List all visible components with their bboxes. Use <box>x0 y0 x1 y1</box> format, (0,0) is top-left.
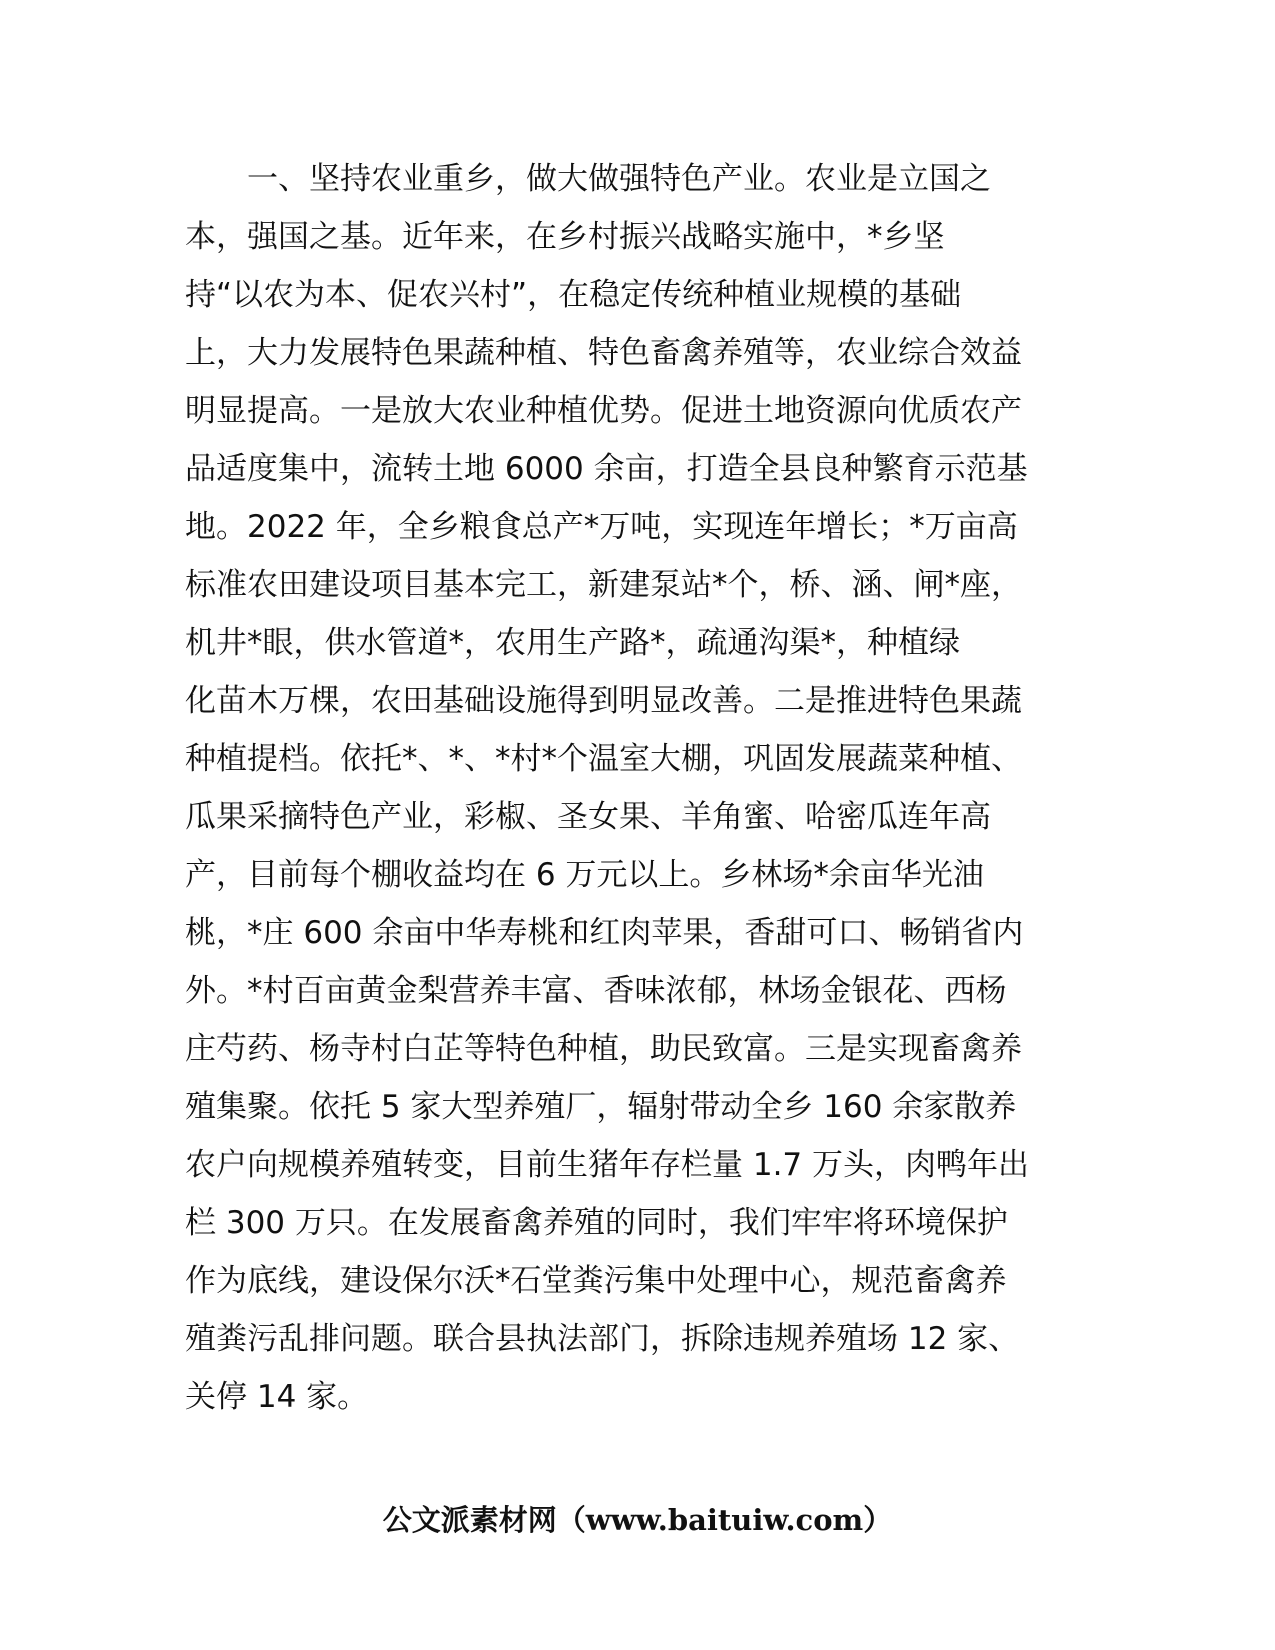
text-line: 农户向规模养殖转变，目前生猪年存栏量 1.7 万头，肉鸭年出 <box>185 1147 1030 1183</box>
text-line: 地。2022 年，全乡粮食总产*万吨，实现连年增长；*万亩高 <box>185 509 1018 545</box>
text-line: 化苗木万棵，农田基础设施得到明显改善。二是推进特色果蔬 <box>185 683 1022 719</box>
text-line: 桃，*庄 600 余亩中华寿桃和红肉苹果，香甜可口、畅销省内 <box>185 915 1024 951</box>
text-line: 庄芍药、杨寺村白芷等特色种植，助民致富。三是实现畜禽养 <box>185 1031 1022 1067</box>
body-paragraph <box>185 150 1090 1426</box>
text-line: 作为底线，建设保尔沃*石堂粪污集中处理中心，规范畜禽养 <box>185 1263 1007 1299</box>
text-line: 持“以农为本、促农兴村”，在稳定传统种植业规模的基础 <box>185 277 962 313</box>
text-line: 种植提档。依托*、*、*村*个温室大棚，巩固发展蔬菜种植、 <box>185 741 1022 777</box>
text-line: 机井*眼，供水管道*，农用生产路*，疏通沟渠*，种植绿 <box>185 625 960 661</box>
text-line: 栏 300 万只。在发展畜禽养殖的同时，我们牢牢将环境保护 <box>185 1205 1008 1241</box>
text-line: 品适度集中，流转土地 6000 余亩，打造全县良种繁育示范基 <box>185 451 1028 487</box>
text-line: 一、坚持农业重乡，做大做强特色产业。农业是立国之 <box>185 161 991 197</box>
text-line: 瓜果采摘特色产业，彩椒、圣女果、羊角蜜、哈密瓜连年高 <box>185 799 991 835</box>
text-line: 产，目前每个棚收益均在 6 万元以上。乡林场*余亩华光油 <box>185 857 984 893</box>
text-line: 本，强国之基。近年来，在乡村振兴战略实施中，*乡坚 <box>185 219 945 255</box>
footer-watermark-text: 公文派素材网（www.baituiw.com） <box>382 1503 893 1537</box>
text-line: 标准农田建设项目基本完工，新建泵站*个，桥、涵、闸*座， <box>185 567 1022 603</box>
text-line: 殖粪污乱排问题。联合县执法部门，拆除违规养殖场 12 家、 <box>185 1321 1020 1357</box>
text-line: 上，大力发展特色果蔬种植、特色畜禽养殖等，农业综合效益 <box>185 335 1022 371</box>
text-line: 外。*村百亩黄金梨营养丰富、香味浓郁，林场金银花、西杨 <box>185 973 1007 1009</box>
text-line: 关停 14 家。 <box>185 1379 369 1415</box>
text-line: 殖集聚。依托 5 家大型养殖厂，辐射带动全乡 160 余家散养 <box>185 1089 1017 1125</box>
text-line: 明显提高。一是放大农业种植优势。促进土地资源向优质农产 <box>185 393 1022 429</box>
